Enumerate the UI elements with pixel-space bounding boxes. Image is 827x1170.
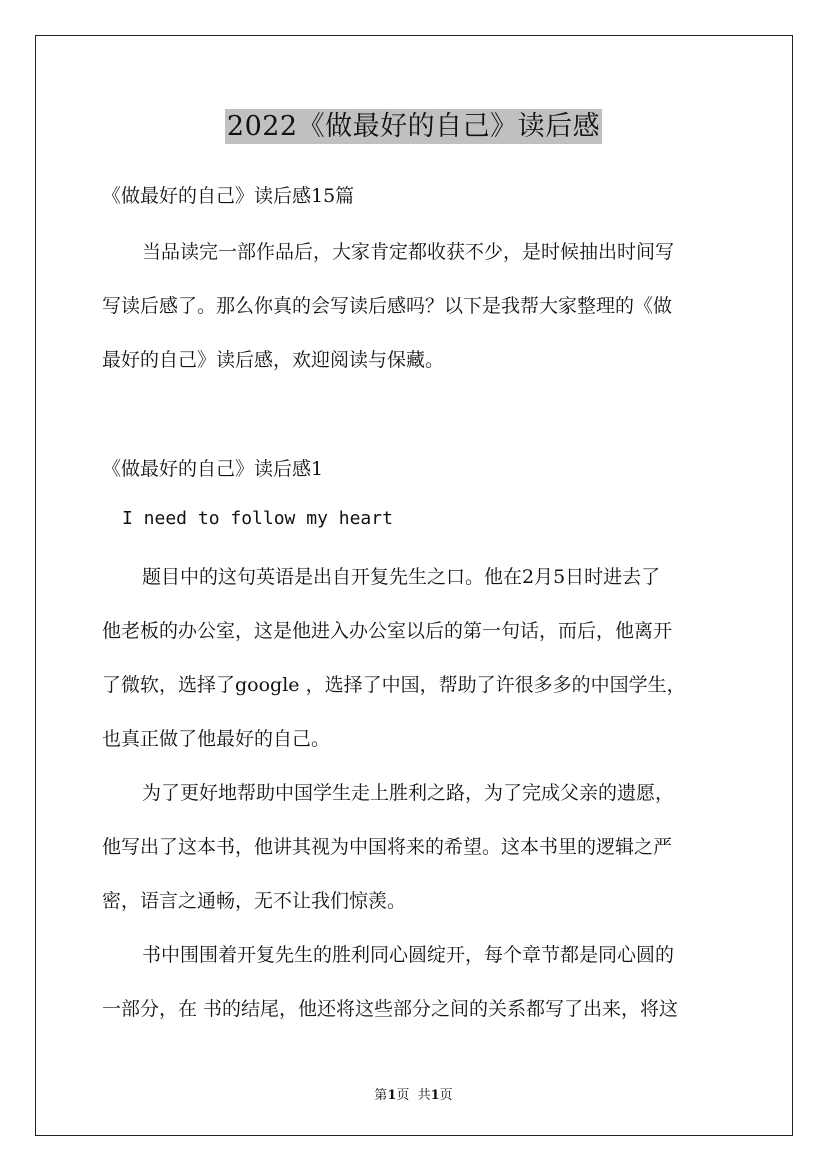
- body-line-8: 书中围围着开复先生的胜利同心圆绽开，每个章节都是同心圆的: [142, 944, 675, 966]
- document-subtitle: 《做最好的自己》读后感15篇: [102, 185, 355, 207]
- body-line-6: 他写出了这本书，他讲其视为中国将来的希望。这本书里的逻辑之严: [102, 836, 673, 858]
- body-line-4: 也真正做了他最好的自己。: [102, 728, 331, 750]
- body-line-9: 一部分，在 书的结尾，他还将这些部分之间的关系都写了出来，将这: [102, 998, 679, 1020]
- document-title-row: [0, 104, 827, 143]
- intro-line-3: 最好的自己》读后感，欢迎阅读与保藏。: [102, 349, 445, 371]
- english-quote: I need to follow my heart: [122, 508, 393, 529]
- body-line-5: 为了更好地帮助中国学生走上胜利之路，为了完成父亲的遗愿，: [142, 782, 675, 804]
- footer-page-prefix: 第: [374, 1088, 388, 1103]
- body-line-1: 题目中的这句英语是出自开复先生之口。他在2月5日时进去了: [142, 566, 661, 588]
- intro-line-2: 写读后感了。那么你真的会写读后感吗？以下是我帮大家整理的《做: [102, 295, 673, 317]
- body-line-7: 密，语言之通畅，无不让我们惊羡。: [102, 890, 407, 912]
- footer-page-number: 1: [387, 1088, 397, 1103]
- intro-line-1: 当品读完一部作品后，大家肯定都收获不少，是时候抽出时间写: [142, 241, 675, 263]
- footer-page-mid: 页 共: [396, 1088, 431, 1103]
- footer-total-pages: 1: [430, 1088, 440, 1103]
- page-footer: [0, 1084, 827, 1103]
- document-title: 2022《做最好的自己》读后感: [226, 111, 601, 142]
- section-heading: 《做最好的自己》读后感1: [102, 458, 324, 480]
- body-line-3: 了微软，选择了google ，选择了中国，帮助了许很多多的中国学生，: [102, 674, 686, 696]
- body-line-2: 他老板的办公室，这是他进入办公室以后的第一句话，而后，他离开: [102, 620, 673, 642]
- footer-page-suffix: 页: [439, 1088, 453, 1103]
